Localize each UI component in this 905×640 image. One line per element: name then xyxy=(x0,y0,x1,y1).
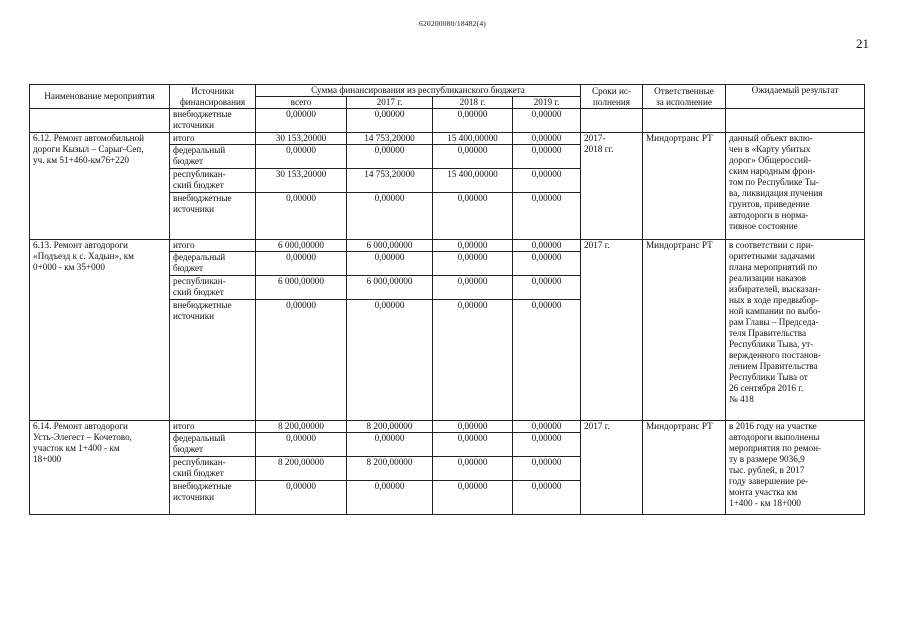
value-total: 0,00000 xyxy=(256,252,347,276)
value-2019: 0,00000 xyxy=(513,421,581,433)
value-2017: 0,00000 xyxy=(347,252,433,276)
responsible-cell: Миндортранс РТ xyxy=(643,133,726,240)
header-2017: 2017 г. xyxy=(347,97,433,109)
cont-name-cell xyxy=(30,109,170,133)
value-total: 0,00000 xyxy=(256,193,347,240)
table-row xyxy=(30,240,865,252)
value-2018: 0,00000 xyxy=(433,193,513,240)
value-2018: 0,00000 xyxy=(433,240,513,252)
cont-result-cell xyxy=(726,109,865,133)
value-total: 6 000,00000 xyxy=(256,240,347,252)
value-2018: 0,00000 xyxy=(433,109,513,133)
header-sum-group: Сумма финансирования из республиканского бюджета xyxy=(256,85,581,97)
source-cell: итого xyxy=(170,133,256,145)
value-2019: 0,00000 xyxy=(513,145,581,169)
cont-term-cell xyxy=(581,109,643,133)
value-2018: 15 400,00000 xyxy=(433,133,513,145)
value-2019: 0,00000 xyxy=(513,433,581,457)
value-2019: 0,00000 xyxy=(513,252,581,276)
header-2018: 2018 г. xyxy=(433,97,513,109)
value-2017: 8 200,00000 xyxy=(347,421,433,433)
value-2018: 15 400,00000 xyxy=(433,169,513,193)
source-cell: республикан- ский бюджет xyxy=(170,457,256,481)
source-cell: внебюджетные источники xyxy=(170,193,256,240)
header-2019: 2019 г. xyxy=(513,97,581,109)
source-cell: республикан- ский бюджет xyxy=(170,276,256,300)
source-cell: итого xyxy=(170,240,256,252)
value-2018: 0,00000 xyxy=(433,300,513,421)
value-2017: 8 200,00000 xyxy=(347,457,433,481)
header-responsible: Ответственные за исполнение xyxy=(643,85,726,109)
value-2017: 6 000,00000 xyxy=(347,276,433,300)
value-total: 0,00000 xyxy=(256,109,347,133)
value-2018: 0,00000 xyxy=(433,481,513,515)
value-2019: 0,00000 xyxy=(513,193,581,240)
header-source: Источники финансирования xyxy=(170,85,256,109)
source-cell: внебюджетные источники xyxy=(170,481,256,515)
value-2018: 0,00000 xyxy=(433,145,513,169)
responsible-cell: Миндортранс РТ xyxy=(643,240,726,421)
value-2017: 0,00000 xyxy=(347,145,433,169)
result-cell: в 2016 году на участке автодороги выполнены мероприятия по ремон- ту в размере 9036,9 тыс. рублей, в 2017 году завершение ре- монта участка км 1+400 - км 18+000 xyxy=(726,421,865,515)
value-2019: 0,00000 xyxy=(513,133,581,145)
source-cell: республикан- ский бюджет xyxy=(170,169,256,193)
value-2017: 14 753,20000 xyxy=(347,133,433,145)
value-2017: 6 000,00000 xyxy=(347,240,433,252)
value-2019: 0,00000 xyxy=(513,481,581,515)
header-result: Ожидаемый результат xyxy=(726,85,865,109)
document-code: 620200080/18482(4) xyxy=(419,19,486,28)
source-cell: внебюджетные источники xyxy=(170,300,256,421)
value-2019: 0,00000 xyxy=(513,300,581,421)
header-total: всего xyxy=(256,97,347,109)
value-total: 6 000,00000 xyxy=(256,276,347,300)
source-cell: внебюджетные источники xyxy=(170,109,256,133)
value-total: 0,00000 xyxy=(256,433,347,457)
table-row xyxy=(30,421,865,433)
value-2017: 0,00000 xyxy=(347,433,433,457)
value-total: 30 153,20000 xyxy=(256,133,347,145)
result-cell: данный объект вклю- чен в «Карту убитых дорог» Общероссий- ским народным фрон- том по Республике Ты- ва, ликвидация пучения грунтов, приведение автодороги в норма- тивное состояние xyxy=(726,133,865,240)
value-2017: 0,00000 xyxy=(347,481,433,515)
cont-responsible-cell xyxy=(643,109,726,133)
term-cell: 2017 г. xyxy=(581,240,643,421)
value-2019: 0,00000 xyxy=(513,240,581,252)
value-total: 0,00000 xyxy=(256,145,347,169)
term-cell: 2017 г. xyxy=(581,421,643,515)
value-total: 0,00000 xyxy=(256,300,347,421)
header-name: Наименование мероприятия xyxy=(30,85,170,109)
table-row xyxy=(30,133,865,145)
value-2018: 0,00000 xyxy=(433,252,513,276)
header-term: Сроки ис- полнения xyxy=(581,85,643,109)
value-total: 0,00000 xyxy=(256,481,347,515)
continuation-row xyxy=(30,109,865,133)
value-2019: 0,00000 xyxy=(513,169,581,193)
measure-name: 6.12. Ремонт автомобильной дороги Кызыл – Сарыг-Сеп, уч. км 51+460-км76+220 xyxy=(30,133,170,240)
value-2018: 0,00000 xyxy=(433,421,513,433)
value-2019: 0,00000 xyxy=(513,109,581,133)
value-total: 30 153,20000 xyxy=(256,169,347,193)
measure-name: 6.14. Ремонт автодороги Усть-Элегест – Кочетово, участок км 1+400 - км 18+000 xyxy=(30,421,170,515)
value-total: 8 200,00000 xyxy=(256,457,347,481)
value-2019: 0,00000 xyxy=(513,276,581,300)
value-2018: 0,00000 xyxy=(433,457,513,481)
measure-name: 6.13. Ремонт автодороги «Подъезд к с. Хадын», км 0+000 - км 35+000 xyxy=(30,240,170,421)
responsible-cell: Миндортранс РТ xyxy=(643,421,726,515)
value-2017: 0,00000 xyxy=(347,109,433,133)
value-2019: 0,00000 xyxy=(513,457,581,481)
source-cell: федеральный бюджет xyxy=(170,145,256,169)
value-2018: 0,00000 xyxy=(433,276,513,300)
source-cell: итого xyxy=(170,421,256,433)
result-cell: в соответствии с при- оритетными задачами плана мероприятий по реализации наказов избирателей, высказан- ных в ходе предвыбор- ной кампании по выбо- рам Главы – Председа- теля Правительства Республики Тыва, ут- вержденного постанов- лением Правительства Республики Тыва от 26 сентября 2016 г. № 418 xyxy=(726,240,865,421)
page-number: 21 xyxy=(856,36,869,51)
value-2017: 0,00000 xyxy=(347,300,433,421)
term-cell: 2017- 2018 гг. xyxy=(581,133,643,240)
value-total: 8 200,00000 xyxy=(256,421,347,433)
source-cell: федеральный бюджет xyxy=(170,433,256,457)
value-2018: 0,00000 xyxy=(433,433,513,457)
financing-table xyxy=(29,84,865,515)
source-cell: федеральный бюджет xyxy=(170,252,256,276)
value-2017: 14 753,20000 xyxy=(347,169,433,193)
value-2017: 0,00000 xyxy=(347,193,433,240)
